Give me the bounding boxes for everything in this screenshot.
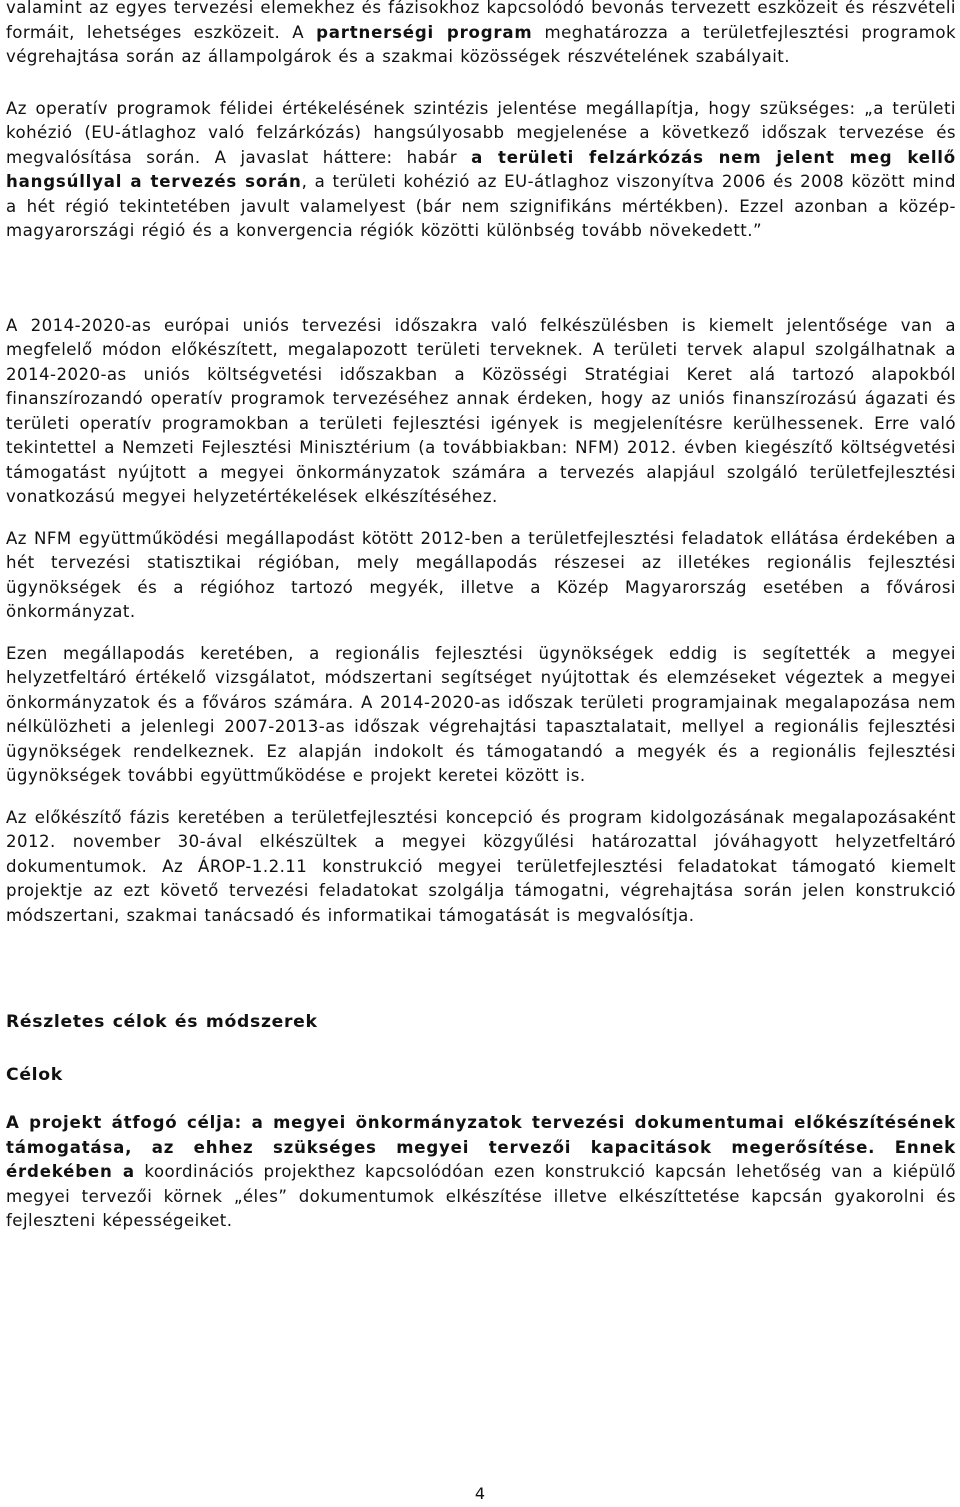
paragraph-text: meghatározza a területfejlesztési programok végrehajtása során az állampolgárok és a szakmai közösségek részvételének szabályait. — [6, 22, 957, 66]
paragraph-partnership — [6, 0, 956, 70]
paragraph-preparation: Az előkészítő fázis keretében a területfejlesztési koncepció és program kidolgozásának megalapozásaként 2012. november 30-ával elkészültek a megyei közgyűlési határozattal jóváhagyott helyzetfeltáró dokumentumok. Az ÁROP-1.2.11 konstrukció megyei területfejlesztési feladatokat támogató kiemelt projektje az ezt követő tervezési feladatokat szolgálja támogatni, végrehajtása során jelen konstrukció módszertani, szakmai tanácsadó és informatikai támogatását is megvalósítja. — [6, 807, 956, 925]
subsection-heading: Célok — [6, 1064, 63, 1085]
emphasis-text: a területi felzárkózás nem jelent meg kellő hangsúllyal a tervezés során — [6, 147, 956, 191]
emphasis-text: partnerségi program — [316, 22, 533, 42]
paragraph-nfm-agreement: Az NFM együttműködési megállapodást kötött 2012-ben a területfejlesztési feladatok ellátása érdekében a hét tervezési statisztikai régióban, mely megállapodás részesei az illetékes regionális fejlesztési ügynökségek és a régióhoz tartozó megyék, illetve a Közép Magyarország esetében a fővárosi önkormányzat. — [6, 528, 956, 621]
document-page — [6, 0, 956, 1234]
paragraph-goal — [6, 1111, 956, 1234]
page-number: 4 — [474, 1484, 486, 1503]
goal-text: koordinációs projekthez kapcsolódóan ezen konstrukció kapcsán lehetőség van a kiépülő megyei tervezői körnek „éles” dokumentumok elkészítése illetve elkészíttetése kapcsán gyakorolni és fejleszteni képességeiket. — [6, 1162, 956, 1230]
paragraph-evaluation — [6, 97, 956, 244]
goal-bold-text: A projekt átfogó célja: a megyei önkormányzatok tervezési dokumentumai előkészítésének támogatása, az ehhez szükséges megyei tervezői kapacitások megerősítése. Ennek érdekében a — [6, 1113, 956, 1181]
paragraph-text: , a területi kohézió az EU-átlaghoz viszonyítva 2006 és 2008 között mind a hét régió tekintetében javult valamelyest (bár nem szignifikáns mértékben). Ezzel azonban a közép-magyarországi régió és a konvergencia régiók közötti különbség tovább növekedett.” — [6, 172, 956, 240]
section-heading: Részletes célok és módszerek — [6, 1012, 318, 1032]
paragraph-planning-period: A 2014-2020-as európai uniós tervezési időszakra való felkészülésben is kiemelt jelentősége van a megfelelő módon előkészített, megalapozott területi terveknek. A területi tervek alapul szolgálhatnak a 2014-2020-as uniós költségvetési időszakban a Közösségi Stratégiai Keret alá tartozó alapokból finanszírozandó operatív programok tervezéséhez annak érdeken, hogy az uniós finanszírozású ágazati és területi operatív programokban a területi fejlesztési igények is megjelenítésre kerülhessenek. Erre való tekintettel a Nemzeti Fejlesztési Minisztérium (a továbbiakban: NFM) 2012. évben kiegészítő költségvetési támogatást nyújtott a megyei önkormányzatok számára a tervezés alapjául szolgáló területfejlesztési vonatkozású megyei helyzetértékelések elkészítéséhez. — [6, 315, 956, 506]
paragraph-text: Az operatív programok félidei értékelésének szintézis jelentése megállapítja, hogy szükséges: „a területi kohézió (EU-átlaghoz való felzárkózás) hangsúlyosabb megjelenése a következő időszak tervezése és megvalósítása során. A javaslat háttere: habár — [6, 98, 956, 167]
paragraph-agencies: Ezen megállapodás keretében, a regionális fejlesztési ügynökségek eddig is segítették a megyei helyzetfeltáró értékelő vizsgálatot, módszertani segítséget nyújtottak és elemzéseket végeztek a megyei önkormányzatok és a főváros számára. A 2014-2020-as időszak területi programjainak megalapozása nem nélkülözheti a jelenlegi 2007-2013-as időszak végrehajtási tapasztalatait, mellyel a regionális fejlesztési ügynökségek rendelkeznek. Ez alapján indokolt és támogatandó a megyék és a regionális fejlesztési ügynökségek további együttműködése e projekt keretei között is. — [6, 643, 956, 785]
paragraph-text: valamint az egyes tervezési elemekhez és fázisokhoz kapcsolódó bevonás tervezett eszközeit és részvételi formáit, lehetséges eszközeit. A — [6, 0, 956, 42]
